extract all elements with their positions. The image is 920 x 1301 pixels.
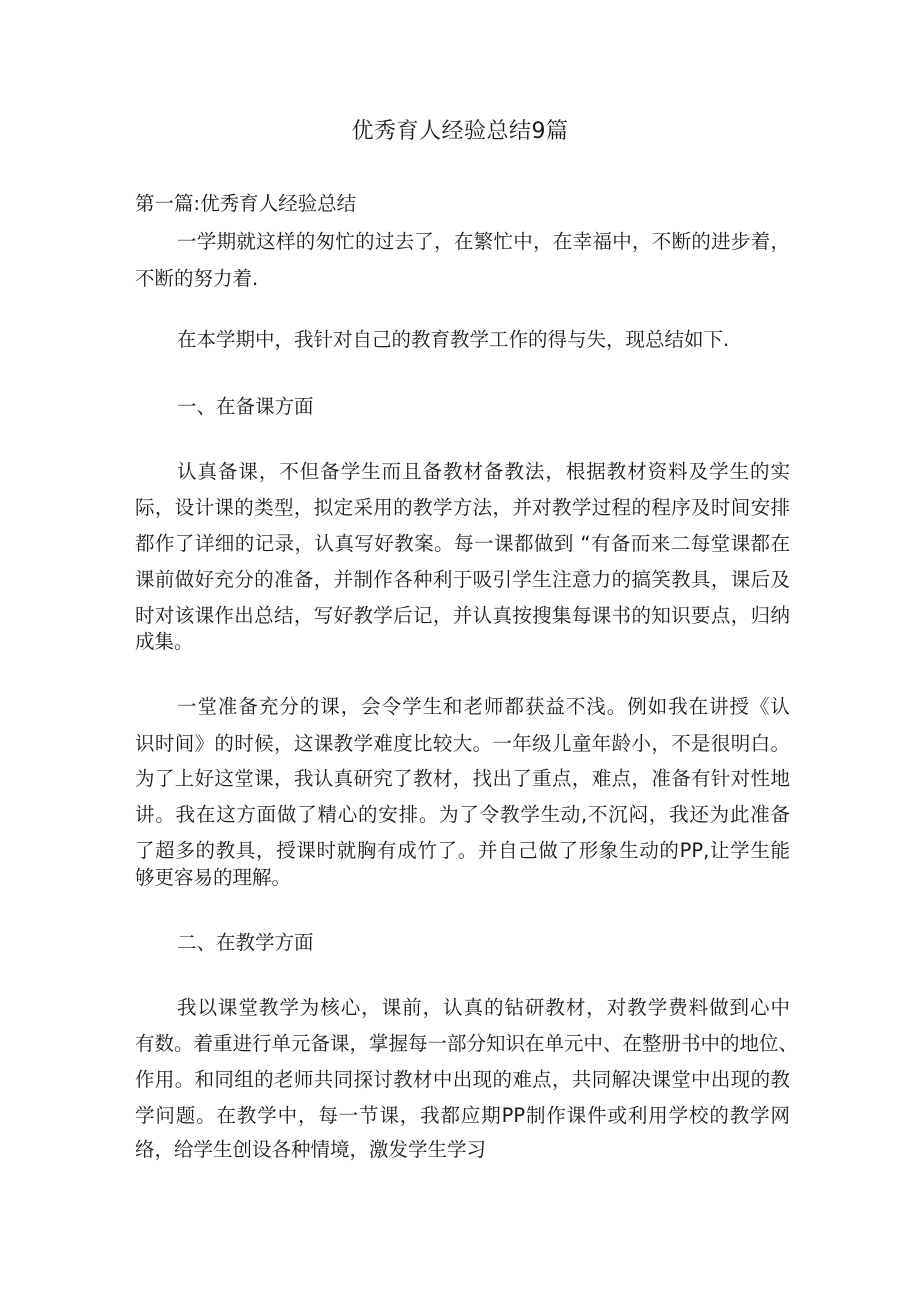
paragraph-line: 成集。 bbox=[135, 630, 194, 653]
paragraph-line: 一学期就这样的匆忙的过去了，在繁忙中，在幸福中，不断的进步着， bbox=[177, 230, 790, 253]
paragraph-line: 际，设计课的类型，拟定采用的教学方法，并对教学过程的程序及时间安排 bbox=[135, 496, 790, 519]
subheading-teaching: 二、在教学方面 bbox=[177, 931, 314, 954]
paragraph-line: 时对该课作出总结，写好教学后记，并认真按搜集每课书的知识要点，归纳 bbox=[135, 604, 790, 627]
paragraph-line: 为了上好这堂课，我认真研究了教材，找出了重点，难点，准备有针对性地 bbox=[135, 767, 790, 790]
subheading-prep: 一、在备课方面 bbox=[177, 395, 314, 418]
document-title: 优秀育人经验总结9篇 bbox=[351, 119, 569, 144]
paragraph-line: 课前做好充分的准备，并制作各种利于吸引学生注意力的搞笑教具，课后及 bbox=[135, 568, 790, 591]
paragraph-line: 学问题。在教学中，每一节课，我都应期PP制作课件或利用学校的教学网 bbox=[135, 1104, 790, 1127]
paragraph-line: 识时间》的时候，这课教学难度比较大。一年级儿童年龄小，不是很明白。 bbox=[135, 732, 790, 755]
section-heading: 第一篇:优秀育人经验总结 bbox=[135, 192, 357, 215]
paragraph-line: 讲。我在这方面做了精心的安排。为了令教学生动,不沉闷，我还为此准备 bbox=[135, 803, 790, 826]
paragraph-line: 一堂准备充分的课，会令学生和老师都获益不浅。例如我在讲授《认 bbox=[177, 695, 790, 718]
paragraph-line: 不断的努力着. bbox=[135, 267, 259, 290]
paragraph-line: 我以课堂教学为核心，课前，认真的钻研教材，对教学费料做到心中 bbox=[177, 996, 790, 1019]
paragraph-line: 有数。着重进行单元备课，掌握每一部分知识在单元中、在整册书中的地位、 bbox=[135, 1032, 799, 1055]
paragraph-line: 了超多的教具，授课时就胸有成竹了。并自己做了形象生动的PP,让学生能 bbox=[135, 839, 790, 862]
paragraph-line: 都作了详细的记录，认真写好教案。每一课都做到 “有备而来二每堂课都在 bbox=[135, 532, 790, 555]
paragraph-line: 在本学期中，我针对自己的教育教学工作的得与失，现总结如下. bbox=[177, 328, 730, 351]
paragraph-line: 作用。和同组的老师共同探讨教材中出现的难点，共同解决课堂中出现的教 bbox=[135, 1068, 790, 1091]
paragraph-line: 够更容易的理解。 bbox=[135, 866, 292, 889]
paragraph-line: 络，给学生创设各种情境，激发学生学习 bbox=[135, 1138, 487, 1161]
paragraph-line: 认真备课，不但备学生而且备教材备教法，根据教材资料及学生的实 bbox=[177, 460, 790, 483]
